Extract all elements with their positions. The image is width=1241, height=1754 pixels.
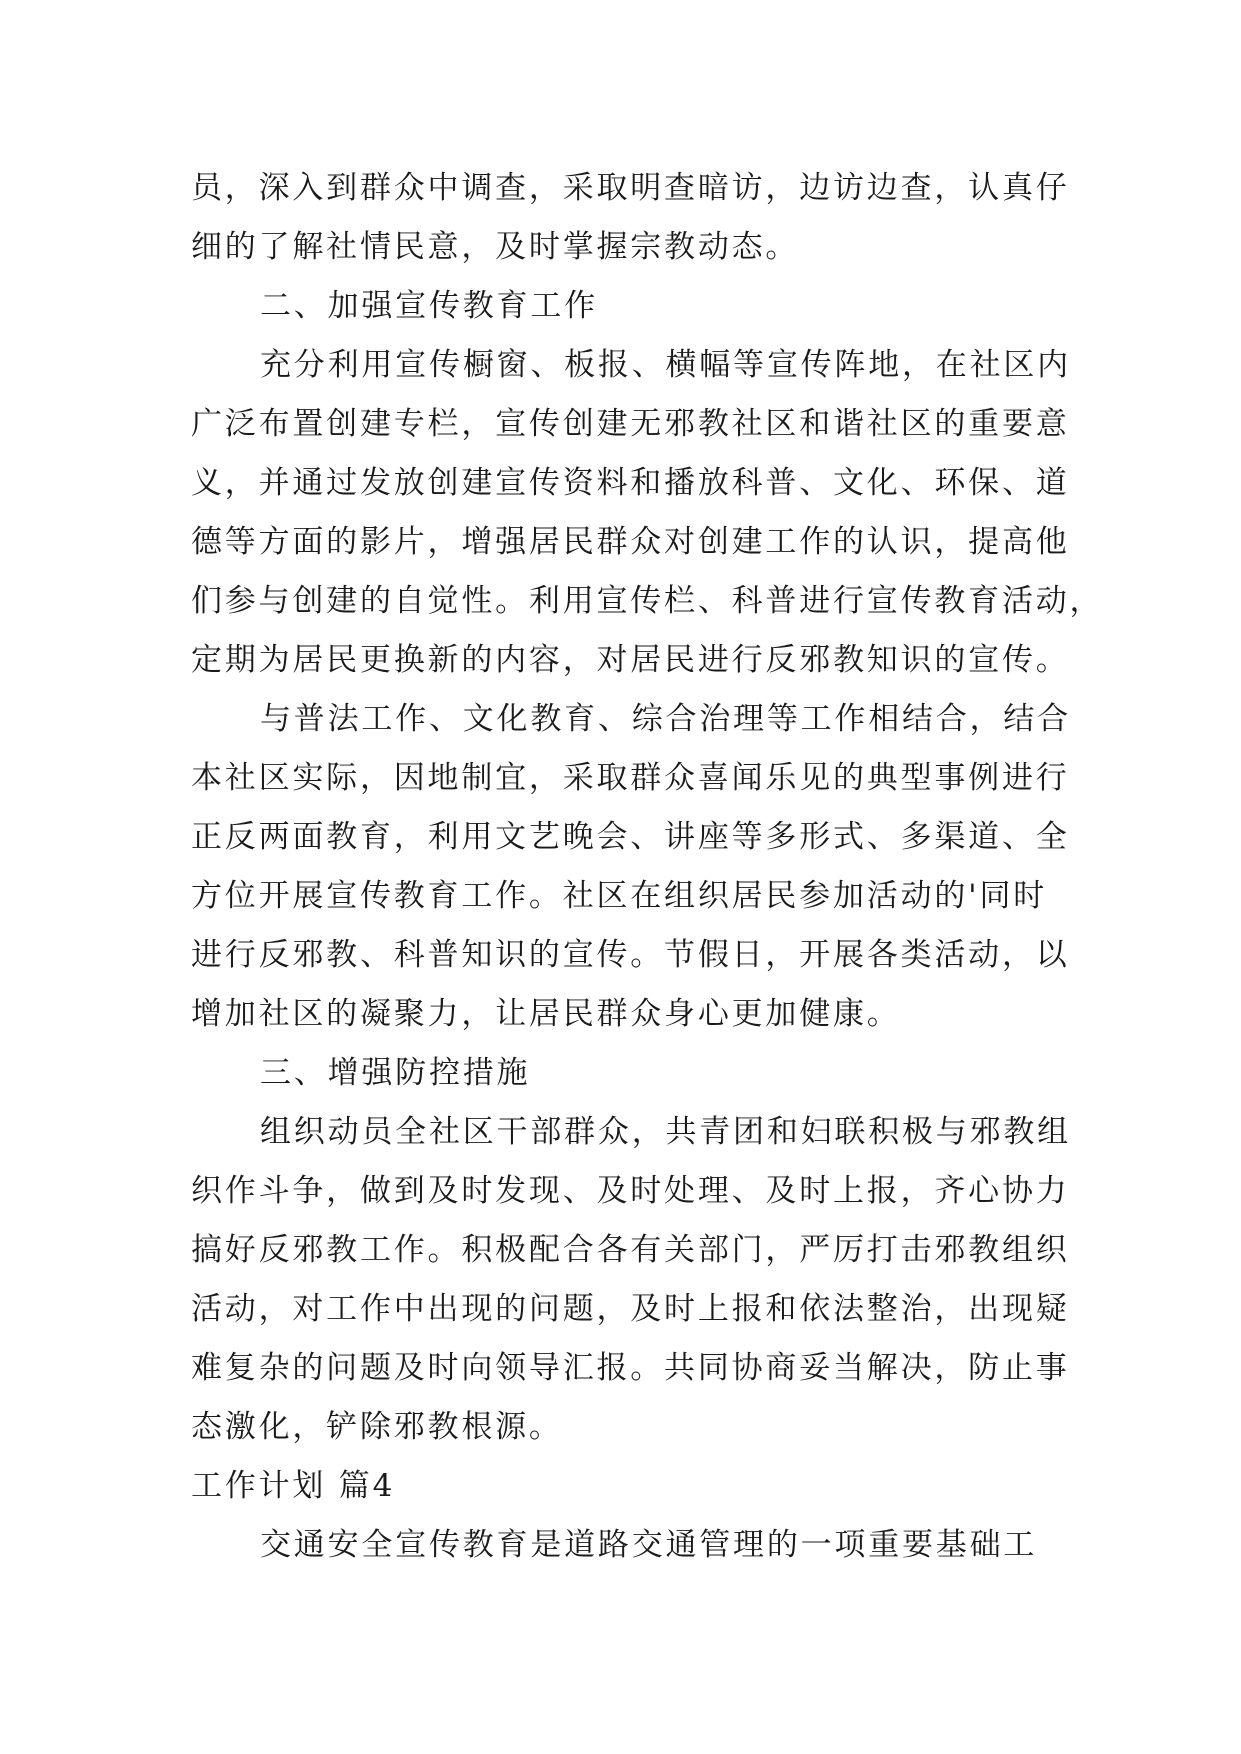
text-line: 组织动员全社区干部群众，共青团和妇联积极与邪教组 xyxy=(260,1114,1071,1150)
text-line: 与普法工作、文化教育、综合治理等工作相结合，结合 xyxy=(260,701,1071,737)
text-line: 德等方面的影片，增强居民群众对创建工作的认识，提高他 xyxy=(191,524,1070,560)
text-line: 二、加强宣传教育工作 xyxy=(260,288,598,324)
text-line: 广泛布置创建专栏，宣传创建无邪教社区和谐社区的重要意 xyxy=(191,406,1070,442)
text-line: 三、增强防控措施 xyxy=(260,1055,531,1091)
text-line: 织作斗争，做到及时发现、及时处理、及时上报，齐心协力 xyxy=(191,1173,1070,1209)
text-line: 态激化，铲除邪教根源。 xyxy=(191,1409,563,1445)
text-line: 们参与创建的自觉性。利用宣传栏、科普进行宣传教育活动， xyxy=(191,583,1104,619)
text-line: 搞好反邪教工作。积极配合各有关部门，严厉打击邪教组织 xyxy=(191,1232,1070,1268)
text-line: 员，深入到群众中调查，采取明查暗访，边访边查，认真仔 xyxy=(191,170,1070,206)
text-line: 义，并通过发放创建宣传资料和播放科普、文化、环保、道 xyxy=(191,465,1070,501)
document-body xyxy=(191,159,1104,1575)
text-line: 方位开展宣传教育工作。社区在组织居民参加活动的'同时 xyxy=(191,878,1048,914)
text-line: 充分利用宣传橱窗、板报、横幅等宣传阵地，在社区内 xyxy=(260,347,1071,383)
text-line: 增加社区的凝聚力，让居民群众身心更加健康。 xyxy=(191,996,901,1032)
text-line: 定期为居民更换新的内容，对居民进行反邪教知识的宣传。 xyxy=(191,642,1070,678)
section-title: 工作计划 篇4 xyxy=(191,1468,396,1504)
text-line: 本社区实际，因地制宜，采取群众喜闻乐见的典型事例进行 xyxy=(191,760,1070,796)
text-line: 难复杂的问题及时向领导汇报。共同协商妥当解决，防止事 xyxy=(191,1350,1070,1386)
text-line: 进行反邪教、科普知识的宣传。节假日，开展各类活动，以 xyxy=(191,937,1070,973)
text-line: 交通安全宣传教育是道路交通管理的一项重要基础工 xyxy=(260,1527,1038,1563)
text-line: 正反两面教育，利用文艺晚会、讲座等多形式、多渠道、全 xyxy=(191,819,1070,855)
text-line: 活动，对工作中出现的问题，及时上报和依法整治，出现疑 xyxy=(191,1291,1070,1327)
text-line: 细的了解社情民意，及时掌握宗教动态。 xyxy=(191,229,800,265)
